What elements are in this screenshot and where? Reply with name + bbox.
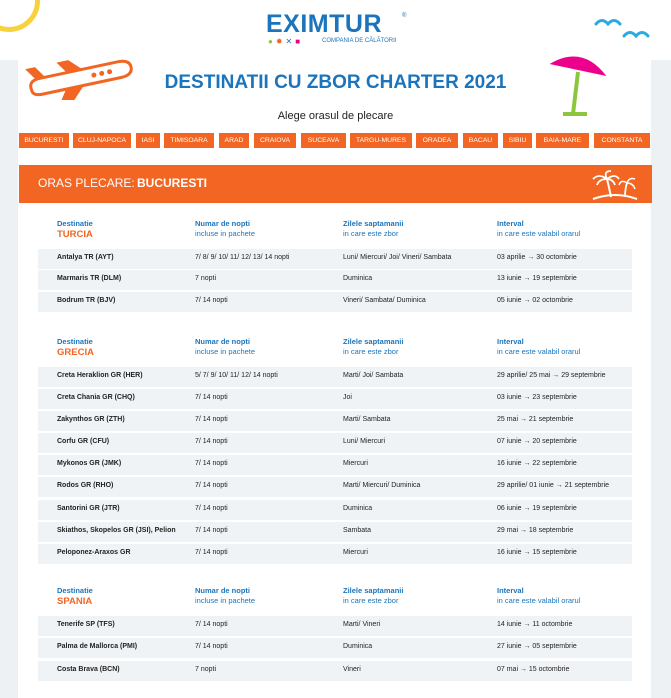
- nights-header: [195, 337, 255, 357]
- table-row: [38, 455, 632, 475]
- city-button-bacau[interactable]: BACAU: [463, 133, 498, 148]
- destination-cell: Bodrum TR (BJV): [57, 297, 116, 304]
- days-cell: Joi: [343, 394, 352, 401]
- country-name: GRECIA: [57, 347, 94, 358]
- logo-icons: [268, 37, 303, 47]
- nights-cell: 7/ 14 nopti: [195, 527, 228, 534]
- destination-header: [57, 219, 93, 240]
- table-row: [38, 544, 632, 564]
- destination-cell: Corfu GR (CFU): [57, 438, 110, 445]
- nights-cell: 7/ 14 nopti: [195, 482, 228, 489]
- days-cell: Vineri: [343, 666, 361, 673]
- city-button-sibiu[interactable]: SIBIU: [503, 133, 532, 148]
- city-button-baia-mare[interactable]: BAIA-MARE: [536, 133, 589, 148]
- days-header-title: Zilele saptamanii: [343, 337, 404, 346]
- interval-cell: 14 iunie → 11 octombrie: [497, 621, 573, 628]
- days-cell: Vineri/ Sambata/ Duminica: [343, 297, 426, 304]
- days-cell: Duminica: [343, 275, 373, 282]
- departure-city-selector: [19, 133, 652, 149]
- nights-cell: 7 nopti: [195, 666, 217, 673]
- days-cell: Marti/ Vineri: [343, 621, 381, 628]
- nights-cell: 7/ 14 nopti: [195, 297, 228, 304]
- interval-cell: 03 aprilie → 30 octombrie: [497, 254, 577, 261]
- table-row: [38, 367, 632, 387]
- days-cell: Marti/ Joi/ Sambata: [343, 372, 404, 379]
- cross-icon: ✕: [285, 37, 296, 46]
- nights-cell: 7/ 14 nopti: [195, 505, 228, 512]
- destination-cell: Santorini GR (JTR): [57, 505, 120, 512]
- destination-cell: Antalya TR (AYT): [57, 254, 114, 261]
- origin-city: BUCURESTI: [137, 176, 208, 190]
- destination-cell: Zakynthos GR (ZTH): [57, 416, 125, 423]
- destination-cell: Creta Chania GR (CHQ): [57, 394, 135, 401]
- nights-header-subtitle: incluse in pachete: [195, 596, 256, 605]
- days-cell: Marti/ Sambata: [343, 416, 391, 423]
- city-button-oradea[interactable]: ORADEA: [416, 133, 458, 148]
- table-row: [38, 433, 632, 453]
- nights-cell: 7/ 8/ 9/ 10/ 11/ 12/ 13/ 14 nopti: [195, 254, 290, 261]
- city-button-cluj-napoca[interactable]: CLUJ-NAPOCA: [73, 133, 131, 148]
- country-name: SPANIA: [57, 596, 93, 607]
- table-row: [38, 249, 632, 269]
- page-title: DESTINATII CU ZBOR CHARTER 2021: [164, 72, 507, 93]
- destination-header-title: Destinatie: [57, 337, 93, 346]
- destination-header-title: Destinatie: [57, 586, 93, 595]
- interval-cell: 05 iunie → 02 octombrie: [497, 297, 573, 304]
- interval-header-title: Interval: [497, 586, 524, 595]
- days-cell: Miercuri: [343, 460, 368, 467]
- city-button-targu-mures[interactable]: TARGU-MURES: [350, 133, 412, 148]
- nights-cell: 7/ 14 nopti: [195, 643, 228, 650]
- days-header-title: Zilele saptamanii: [343, 219, 404, 228]
- interval-header-subtitle: in care este valabil orarul: [497, 596, 581, 605]
- days-cell: Duminica: [343, 643, 373, 650]
- interval-header: [497, 586, 580, 606]
- nights-cell: 7/ 14 nopti: [195, 438, 228, 445]
- city-button-craiova[interactable]: CRAIOVA: [254, 133, 296, 148]
- sun-icon: ✹: [275, 37, 286, 46]
- interval-cell: 03 iunie → 23 septembrie: [497, 394, 577, 401]
- destination-cell: Costa Brava (BCN): [57, 666, 120, 673]
- palm-island-icon: [591, 169, 639, 201]
- interval-header: [497, 337, 580, 357]
- table-row: [38, 500, 632, 520]
- nights-cell: 7 nopti: [195, 275, 217, 282]
- eximtur-logo[interactable]: [266, 10, 408, 48]
- birds-icon: [594, 14, 654, 44]
- nights-header-title: Numar de nopti: [195, 219, 251, 228]
- days-header-subtitle: in care este zbor: [343, 229, 399, 238]
- interval-cell: 29 mai → 18 septembrie: [497, 527, 574, 534]
- days-cell: Miercuri: [343, 549, 368, 556]
- nights-header-subtitle: incluse in pachete: [195, 347, 256, 356]
- destination-cell: Creta Heraklion GR (HER): [57, 372, 143, 379]
- table-row: [38, 522, 632, 542]
- nights-cell: 7/ 14 nopti: [195, 394, 228, 401]
- nights-cell: 7/ 14 nopti: [195, 416, 228, 423]
- interval-cell: 29 aprilie/ 01 iunie → 21 septembrie: [497, 482, 610, 489]
- days-cell: Luni/ Miercuri: [343, 438, 386, 445]
- days-cell: Sambata: [343, 527, 372, 534]
- nights-cell: 7/ 14 nopti: [195, 621, 228, 628]
- bag-icon: ■: [295, 37, 304, 46]
- nights-cell: 5/ 7/ 9/ 10/ 11/ 12/ 14 nopti: [195, 372, 278, 379]
- origin-label: ORAS PLECARE:: [38, 176, 135, 190]
- nights-header-title: Numar de nopti: [195, 586, 251, 595]
- destination-header: [57, 337, 94, 358]
- days-header-subtitle: in care este zbor: [343, 596, 399, 605]
- table-row: [38, 638, 632, 658]
- days-header-subtitle: in care este zbor: [343, 347, 399, 356]
- days-header: [343, 219, 403, 239]
- interval-cell: 25 mai → 21 septembrie: [497, 416, 574, 423]
- days-cell: Marti/ Miercuri/ Duminica: [343, 482, 421, 489]
- nights-header-subtitle: incluse in pachete: [195, 229, 256, 238]
- city-button-bucuresti[interactable]: BUCURESTI: [19, 133, 69, 148]
- country-name: TURCIA: [57, 229, 93, 240]
- interval-cell: 16 iunie → 15 septembrie: [497, 549, 577, 556]
- city-button-timisoara[interactable]: TIMISOARA: [164, 133, 214, 148]
- interval-header-subtitle: in care este valabil orarul: [497, 347, 581, 356]
- destination-cell: Tenerife SP (TFS): [57, 621, 115, 628]
- days-cell: Duminica: [343, 505, 373, 512]
- interval-cell: 06 iunie → 19 septembrie: [497, 505, 577, 512]
- destination-header: [57, 586, 93, 607]
- table-row: [38, 477, 632, 497]
- logo-tagline: COMPANIA DE CĂLĂTORII: [322, 38, 397, 44]
- days-cell: Luni/ Miercuri/ Joi/ Vineri/ Sambata: [343, 254, 452, 261]
- interval-header: [497, 219, 580, 239]
- page-subtitle: Alege orasul de plecare: [277, 110, 394, 122]
- interval-cell: 27 iunie → 05 septembrie: [497, 643, 577, 650]
- table-row: [38, 292, 632, 312]
- interval-cell: 16 iunie → 22 septembrie: [497, 460, 577, 467]
- destination-cell: Peloponez-Araxos GR: [57, 549, 131, 556]
- table-row: [38, 389, 632, 409]
- destination-cell: Marmaris TR (DLM): [57, 275, 122, 282]
- apple-icon: ●: [268, 37, 276, 46]
- destination-cell: Skiathos, Skopelos GR (JSI), Pelion: [57, 527, 176, 534]
- city-button-iasi[interactable]: IASI: [136, 133, 160, 148]
- nights-header: [195, 219, 255, 239]
- interval-header-title: Interval: [497, 219, 524, 228]
- days-header: [343, 586, 403, 606]
- interval-cell: 29 aprilie/ 25 mai → 29 septembrie: [497, 372, 606, 379]
- destination-cell: Mykonos GR (JMK): [57, 460, 122, 467]
- interval-header-subtitle: in care este valabil orarul: [497, 229, 581, 238]
- city-button-suceava[interactable]: SUCEAVA: [301, 133, 346, 148]
- table-row: [38, 270, 632, 290]
- table-row: [38, 411, 632, 431]
- logo-text: EXIMTUR: [266, 10, 382, 38]
- interval-cell: 07 mai → 15 octombrie: [497, 666, 570, 673]
- nights-cell: 7/ 14 nopti: [195, 460, 228, 467]
- destination-cell: Palma de Mallorca (PMI): [57, 643, 138, 650]
- nights-header-title: Numar de nopti: [195, 337, 251, 346]
- registered-mark: ®: [402, 13, 407, 19]
- days-header: [343, 337, 403, 357]
- city-button-arad[interactable]: ARAD: [219, 133, 249, 148]
- interval-cell: 13 iunie → 19 septembrie: [497, 275, 577, 282]
- days-header-title: Zilele saptamanii: [343, 586, 404, 595]
- destination-cell: Rodos GR (RHO): [57, 482, 114, 489]
- table-row: [38, 661, 632, 681]
- nights-header: [195, 586, 255, 606]
- origin-bar: [19, 165, 652, 203]
- interval-cell: 07 iunie → 20 septembrie: [497, 438, 577, 445]
- table-row: [38, 616, 632, 636]
- nights-cell: 7/ 14 nopti: [195, 549, 228, 556]
- destination-header-title: Destinatie: [57, 219, 93, 228]
- interval-header-title: Interval: [497, 337, 524, 346]
- city-button-constanta[interactable]: CONSTANTA: [594, 133, 650, 148]
